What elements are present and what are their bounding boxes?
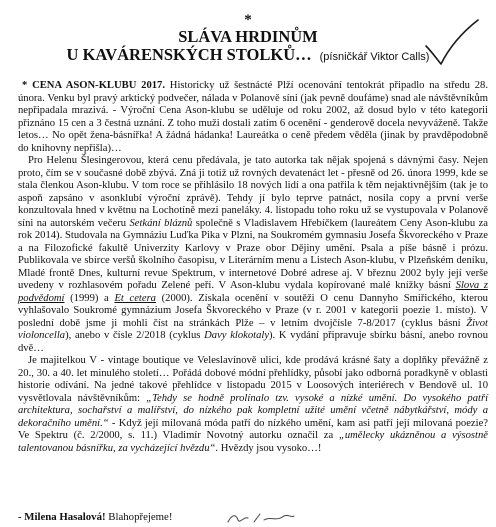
paragraph-1-text: Historicky už šestnácté Plží ocenování tentokrát připadlo na středu 28. února. Venku byl pravý arktický podvečer, nálada v Polanově síni (jak pevně doufáme) snad ale návštěvníkům nepřipadala mrazivá. - Výroční Cena Ason-klubu se uděluje od roku 2002, až dosud bylo v této kategorii přiznáno 15 cen a 3 čestná uznání. Z toho muži dostali zatím 6 ocenění - genderově docela nevyváženě. Takže letos… No opět žena-básnířka! A žádná hádanka! Laureátka o ceně předem věděla (jinak by pravděpodobně do knihovny nepřišla)… xyxy=(18,80,488,154)
book-1-year: (1999) a xyxy=(70,292,109,304)
paragraph-3 xyxy=(18,355,488,455)
paragraph-2-text-a: Pro Helenu Šlesingerovou, která cenu předávala, je tato autorka tak nějak spojená s dávnými časy. Nejen proto, čím se v současné době zbývá. Zná ji totiž už rovných devatenáct let - přesně od 26. února 1999, kde se stala členkou Ason-klubu. V tom roce se přihlásilo 18 nových lidí a ona patřila k těm nejaktivnějším (tak je to aspoň zapsáno v asonklubí výroční zprávě). Tehdy jí bylo teprve patnáct, nosila copy a první verše konzultovala hned v květnu na Lochotíně mezi paneláky. 4. listopadu toho roku už se vystupovala v Polanově síni na autorském večeru xyxy=(18,155,488,229)
book-title-3: Život violoncella xyxy=(18,317,488,341)
book-title-2: Et cetera xyxy=(114,292,156,304)
title-line-2: U KAVÁRENSKÝCH STOLKŮ… xyxy=(66,45,312,64)
event-title: Setkání bláznů xyxy=(129,217,193,229)
congratulations-text: Blahopřejeme! xyxy=(108,511,173,523)
paragraph-2 xyxy=(18,155,488,355)
book-title-1: Slova z podvědomí xyxy=(18,280,488,304)
paragraph-3-text-b: - Když její milovaná móda patří do nízkého umění, kam asi patří její milovaná poezie? Ve Spektru (č. 2/2000, s. 11.) Vladimír Novotný autorku označil za xyxy=(18,417,488,441)
paragraph-3-text-a: Je majitelkou V - vintage boutique ve Veleslavínově ulici, kde prodává krásné šaty a doplňky převážně z 20., 30. a 40. let minulého století… Pořádá dobové módní přehlídky, působí jako odborná poradkyně v oblasti historie odívání. Na jedné takové přehlídce v listopadu 2015 v Loosových interiérech v Bendově ul. 10 vysvětlovala návštěvníkům: xyxy=(18,355,488,404)
title-line-2-row xyxy=(0,46,496,66)
paragraph-3-text-c: . Hvězdy jsou vysoko…! xyxy=(215,442,322,454)
quote-1: „Tehdy se hodně prolínalo tzv. vysoké a nízké umění. Do vysokého patří architektura, sochařství a malířství, do nízkého pak kompletní užité umění včetně nábytkářství, módy a dekoračního umění.“ xyxy=(18,392,489,429)
article-body xyxy=(18,80,488,455)
quote-2: „umělecky ukázněnou a výsostně talentovanou básnířku, za vycházející hvězdu“ xyxy=(18,430,488,454)
paragraph-2-text-e: ). K vydání připravuje sbírku básní, anebo rovnou dvě… xyxy=(18,330,488,354)
paragraph-1 xyxy=(18,80,488,155)
section-asterisk: * xyxy=(244,12,252,28)
handwritten-scribble-icon xyxy=(226,510,296,526)
handwritten-check-mark-icon xyxy=(424,18,480,68)
subtitle: (písničkář Viktor Calls) xyxy=(319,51,430,63)
article-heading: * CENA ASON-KLUBU 2017. xyxy=(22,80,165,91)
laureate-name: - Milena Hasalová! xyxy=(18,511,106,523)
paragraph-2-text-b: společně s Vladislavem Hřebíčkem (laureátem Ceny Ason-klubu za rok 2014). Studovala na Gymnáziu Luďka Pika v Plzni, na Soukromém gymnasiu Josefa Škvoreckého v Praze a na Filozofické fakultě Univerzity Karlovy v Praze obor Dějiny umění. Psala a píše básně i prózu. Publikovala ve sbírce veršů školního časopisu, v Literárním menu a Listech Ason-klubu, v Plzeňském deníku, Mladé frontě Dnes, kulturní revue Spektrum, v internetové Dobré adrese aj. V březnu 2002 byly její verše uvedeny v rozhlasovém pořadu Zelené peří. V Ason-klubu vydala kopírované malé knížky básní xyxy=(18,217,488,291)
paragraph-2-text-d: ), anebo v čísle 2/2018 (cyklus xyxy=(65,330,201,341)
book-title-4: Davy klokotaly xyxy=(204,330,270,341)
title-line-1: SLÁVA HRDINŮM xyxy=(178,27,318,46)
paragraph-2-text-c: (2000). Získala ocenění v soutěži O cenu Dannyho Smiřického, kterou vyhlašovalo Soukromé gymnázium Josefa Škvoreckého v Praze (v r. 2001 v kategorii poezie 1. místo). V poslední době jsme ji mohli číst na stránkách Plže – v letním dvojčísle 7-8/2017 (cyklus básní xyxy=(18,292,488,329)
